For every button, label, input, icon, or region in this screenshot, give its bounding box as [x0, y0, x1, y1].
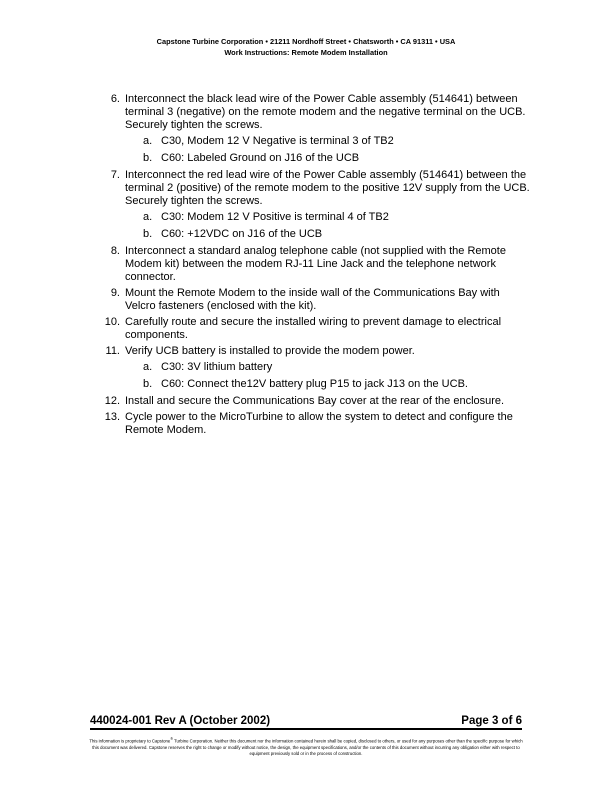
step-text: Interconnect the red lead wire of the Power Cable assembly (514641) between the terminal 2 (positive) of the remote modem to the positive 12V supply from the UCB. Securely tighten the screws. [125, 169, 530, 207]
step-13 [0, 411, 612, 437]
step-7 [0, 169, 612, 241]
page-header [0, 36, 612, 58]
sub-step-letter: b. [143, 228, 153, 240]
sub-step-text: C30: 3V lithium battery [161, 361, 273, 373]
sub-step-letter: a. [143, 361, 153, 373]
sub-steps [125, 135, 532, 165]
step-12 [0, 395, 612, 408]
sub-step-text: C60: +12VDC on J16 of the UCB [161, 228, 323, 240]
registered-mark: ® [170, 737, 173, 741]
page-footer [90, 714, 522, 730]
step-number: 6. [110, 93, 120, 105]
document-title: Work Instructions: Remote Modem Installation [224, 48, 388, 57]
step-text: Carefully route and secure the installed wiring to prevent damage to electrical components. [125, 316, 502, 341]
step-8 [0, 245, 612, 284]
step-text: Interconnect the black lead wire of the Power Cable assembly (514641) between terminal 3 (negative) on the remote modem and the negative terminal on the UCB. Securely tighten the screws. [125, 93, 526, 131]
step-number: 12. [104, 395, 120, 407]
sub-step-letter: a. [143, 211, 153, 223]
sub-step-text: C30: Modem 12 V Positive is terminal 4 of TB2 [161, 211, 389, 223]
sub-step-letter: b. [143, 152, 153, 164]
step-number: 9. [110, 287, 120, 299]
sub-step-letter: a. [143, 135, 153, 147]
step-11 [0, 345, 612, 391]
step-number: 8. [110, 245, 120, 257]
document-revision: 440024-001 Rev A (October 2002) [90, 715, 271, 727]
sub-step [125, 135, 532, 148]
disclaimer-rest: Turbine Corporation. Neither this document nor the information contained herein shall be copied, disclosed to others, or used for any purposes other than the specific purpose for which this document was delivered. Capstone reserves the right to change or modify without notice, the design, the equipment specifications, and/or the contents of this document without incurring any obligation either with respect to equipment previously sold or in the process of construction. [92, 738, 523, 756]
step-number: 7. [110, 169, 120, 181]
step-text: Cycle power to the MicroTurbine to allow the system to detect and configure the Remote Modem. [125, 411, 513, 436]
step-6 [0, 93, 612, 165]
sub-step [125, 378, 532, 391]
sub-step [125, 228, 532, 241]
step-number: 13. [104, 411, 120, 423]
sub-step [125, 361, 532, 374]
page-number: Page 3 of 6 [461, 715, 522, 727]
step-number: 10. [104, 316, 120, 328]
step-text: Interconnect a standard analog telephone cable (not supplied with the Remote Modem kit) between the modem RJ-11 Line Jack and the telephone network connector. [125, 245, 506, 283]
sub-step-text: C30, Modem 12 V Negative is terminal 3 of TB2 [161, 135, 394, 147]
instruction-steps [0, 93, 612, 440]
sub-steps [125, 361, 532, 391]
step-text: Install and secure the Communications Bay cover at the rear of the enclosure. [125, 395, 505, 407]
sub-step-text: C60: Labeled Ground on J16 of the UCB [161, 152, 360, 164]
sub-step-letter: b. [143, 378, 153, 390]
sub-step-text: C60: Connect the12V battery plug P15 to jack J13 on the UCB. [161, 378, 468, 390]
disclaimer-start: This information is proprietary to Capstone [89, 738, 171, 744]
step-text: Verify UCB battery is installed to provide the modem power. [125, 345, 415, 357]
proprietary-disclaimer [86, 736, 526, 757]
step-number: 11. [105, 345, 120, 357]
step-text: Mount the Remote Modem to the inside wall of the Communications Bay with Velcro fasteners (enclosed with the kit). [125, 287, 500, 312]
sub-step [125, 152, 532, 165]
company-address-line: Capstone Turbine Corporation • 21211 Nordhoff Street • Chatsworth • CA 91311 • USA [156, 37, 456, 46]
sub-steps [125, 211, 532, 241]
sub-step [125, 211, 532, 224]
step-9 [0, 287, 612, 313]
step-10 [0, 316, 612, 342]
